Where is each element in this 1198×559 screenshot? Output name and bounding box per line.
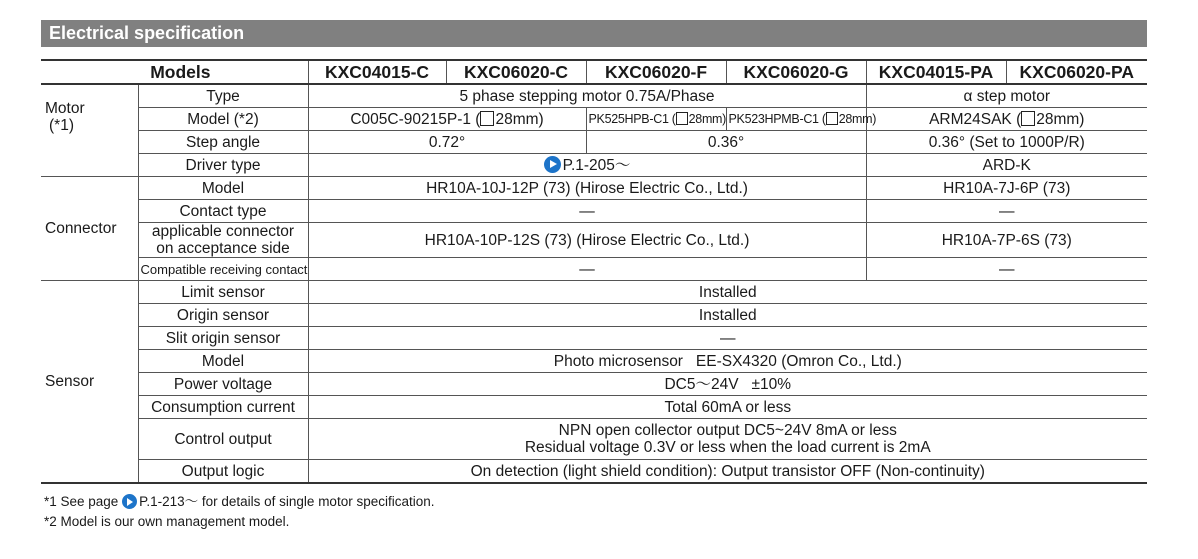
cell-receiving-contact: — bbox=[308, 258, 866, 281]
label-line: on acceptance side bbox=[156, 240, 290, 257]
motor-group-label bbox=[41, 84, 138, 177]
models-header: Models bbox=[41, 60, 308, 84]
model-column-header: KXC06020-G bbox=[726, 60, 866, 84]
cell-step-angle: 0.36° bbox=[586, 131, 866, 154]
cell-receiving-contact: — bbox=[866, 258, 1147, 281]
cell-step-angle: 0.36° (Set to 1000P/R) bbox=[866, 131, 1147, 154]
table-row bbox=[41, 396, 1147, 419]
row-label-limit-sensor: Limit sensor bbox=[138, 281, 308, 304]
row-label-output-logic: Output logic bbox=[138, 460, 308, 484]
table-row bbox=[41, 177, 1147, 200]
cell-motor-model-c bbox=[308, 108, 586, 131]
table-row bbox=[41, 223, 1147, 258]
header-row bbox=[41, 60, 1147, 84]
table-row bbox=[41, 200, 1147, 223]
footnote-text: for details of single motor specification. bbox=[198, 494, 435, 509]
cell-motor-model-g bbox=[726, 108, 877, 131]
table-row bbox=[41, 84, 1147, 108]
footnote-text: *1 See page bbox=[44, 494, 123, 509]
model-column-header: KXC04015-PA bbox=[866, 60, 1006, 84]
cell-control-output bbox=[308, 419, 1147, 460]
page-link-arrow-icon bbox=[544, 156, 561, 173]
row-label-model: Model (*2) bbox=[138, 108, 308, 131]
section-title: Electrical specification bbox=[41, 20, 1147, 47]
table-row bbox=[41, 154, 1147, 177]
cell-limit-sensor: Installed bbox=[308, 281, 1147, 304]
table-row bbox=[41, 281, 1147, 304]
page-reference-link[interactable]: P.1-205～ bbox=[562, 157, 631, 174]
motor-group-title: Motor bbox=[45, 100, 85, 117]
text: PK523HPMB-C1 ( bbox=[728, 111, 826, 126]
model-column-header: KXC06020-C bbox=[446, 60, 586, 84]
cell-sensor-model: Photo microsensor EE-SX4320 (Omron Co., Ltd.) bbox=[308, 350, 1147, 373]
row-label-origin-sensor: Origin sensor bbox=[138, 304, 308, 327]
square-symbol-icon bbox=[1021, 111, 1035, 126]
cell-motor-model-pa bbox=[866, 108, 1147, 131]
page-reference-link[interactable]: P.1-213～ bbox=[139, 494, 199, 509]
row-label-consumption-current: Consumption current bbox=[138, 396, 308, 419]
table-row bbox=[41, 108, 1147, 131]
row-label-power-voltage: Power voltage bbox=[138, 373, 308, 396]
row-label-type: Type bbox=[138, 84, 308, 108]
table-row bbox=[41, 131, 1147, 154]
footnote-2: *2 Model is our own management model. bbox=[44, 514, 290, 529]
text: 28mm) bbox=[838, 111, 877, 126]
square-symbol-icon bbox=[480, 111, 494, 126]
text: ARM24SAK ( bbox=[929, 110, 1022, 128]
model-column-header: KXC04015-C bbox=[308, 60, 446, 84]
cell-origin-sensor: Installed bbox=[308, 304, 1147, 327]
label-line: applicable connector bbox=[151, 223, 295, 240]
row-label-contact-type: Contact type bbox=[138, 200, 308, 223]
control-output-line: Residual voltage 0.3V or less when the load current is 2mA bbox=[524, 439, 931, 456]
table-row bbox=[41, 350, 1147, 373]
text: 28mm) bbox=[1036, 110, 1085, 128]
cell-connector-model: HR10A-7J-6P (73) bbox=[866, 177, 1147, 200]
text: PK525HPB-C1 ( bbox=[588, 111, 676, 126]
cell-consumption-current: Total 60mA or less bbox=[308, 396, 1147, 419]
text: 28mm) bbox=[688, 111, 727, 126]
square-symbol-icon bbox=[676, 112, 688, 125]
table-row bbox=[41, 304, 1147, 327]
cell-applicable-connector: HR10A-10P-12S (73) (Hirose Electric Co., Ltd.) bbox=[308, 223, 866, 258]
model-column-header: KXC06020-F bbox=[586, 60, 726, 84]
square-symbol-icon bbox=[826, 112, 838, 125]
footnote-1 bbox=[44, 490, 435, 510]
table-row bbox=[41, 258, 1147, 281]
row-label-step-angle: Step angle bbox=[138, 131, 308, 154]
motor-group-note: (*1) bbox=[49, 117, 74, 134]
text: 28mm) bbox=[495, 110, 544, 128]
table-row bbox=[41, 419, 1147, 460]
row-label-slit-origin-sensor: Slit origin sensor bbox=[138, 327, 308, 350]
table-row bbox=[41, 460, 1147, 484]
row-label-model: Model bbox=[138, 177, 308, 200]
sensor-group-label: Sensor bbox=[41, 281, 138, 484]
cell-motor-type: 5 phase stepping motor 0.75A/Phase bbox=[308, 84, 866, 108]
row-label-sensor-model: Model bbox=[138, 350, 308, 373]
cell-driver-type: ARD-K bbox=[866, 154, 1147, 177]
row-label-compatible-receiving-contact: Compatible receiving contact bbox=[138, 258, 308, 281]
table-row bbox=[41, 327, 1147, 350]
cell-contact-type: — bbox=[866, 200, 1147, 223]
cell-step-angle: 0.72° bbox=[308, 131, 586, 154]
model-column-header: KXC06020-PA bbox=[1006, 60, 1147, 84]
cell-contact-type: — bbox=[308, 200, 866, 223]
text: C005C-90215P-1 ( bbox=[350, 110, 481, 128]
cell-power-voltage: DC5～24V ±10% bbox=[308, 373, 1147, 396]
cell-motor-model-f bbox=[586, 108, 726, 131]
row-label-applicable-connector bbox=[138, 223, 308, 258]
cell-connector-model: HR10A-10J-12P (73) (Hirose Electric Co., Ltd.) bbox=[308, 177, 866, 200]
electrical-spec-table bbox=[41, 59, 1147, 484]
row-label-driver-type: Driver type bbox=[138, 154, 308, 177]
control-output-line: NPN open collector output DC5~24V 8mA or less bbox=[558, 422, 897, 439]
cell-output-logic: On detection (light shield condition): Output transistor OFF (Non-continuity) bbox=[308, 460, 1147, 484]
row-label-control-output: Control output bbox=[138, 419, 308, 460]
cell-driver-type[interactable] bbox=[308, 154, 866, 177]
cell-slit-origin-sensor: — bbox=[308, 327, 1147, 350]
cell-motor-type-alpha: α step motor bbox=[866, 84, 1147, 108]
cell-applicable-connector: HR10A-7P-6S (73) bbox=[866, 223, 1147, 258]
table-row bbox=[41, 373, 1147, 396]
connector-group-label: Connector bbox=[41, 177, 138, 281]
page-link-arrow-icon bbox=[122, 494, 137, 509]
